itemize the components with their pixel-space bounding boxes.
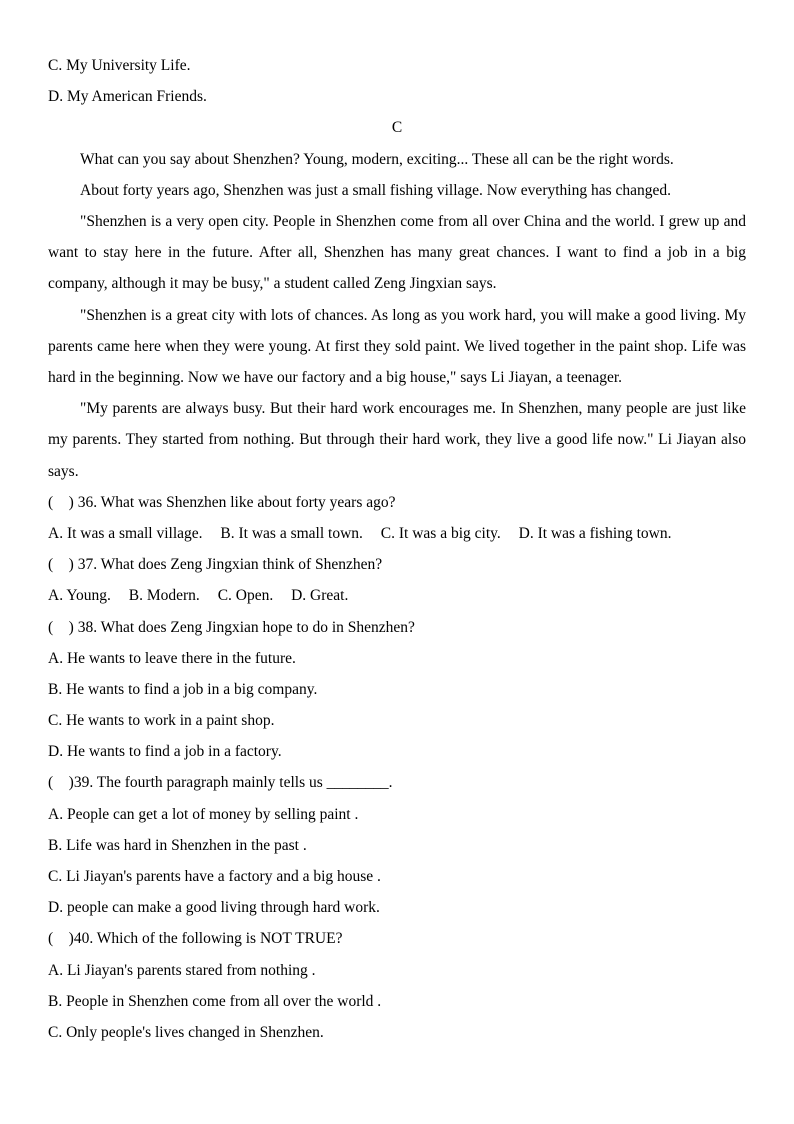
question-39-stem: ( )39. The fourth paragraph mainly tells us ________. — [48, 774, 393, 792]
question-40-stem: ( )40. Which of the following is NOT TRUE? — [48, 930, 343, 948]
question-37-options — [48, 580, 746, 611]
question-39-option-c: C. Li Jiayan's parents have a factory and a big house . — [48, 868, 381, 886]
question-40-option-a: A. Li Jiayan's parents stared from nothing . — [48, 961, 316, 979]
question-38-option-d: D. He wants to find a job in a factory. — [48, 743, 282, 761]
passage-paragraph-3: "Shenzhen is a very open city. People in Shenzhen come from all over China and the world. I grew up and want to stay here in the future. After all, Shenzhen has many great chances. I want to find a job in a big company, although it may be busy," a student called Zeng Jingxian says. — [48, 212, 746, 293]
question-37-stem: ( ) 37. What does Zeng Jingxian think of Shenzhen? — [48, 556, 383, 574]
question-37-option-b: B. Modern. — [128, 587, 200, 605]
question-36-option-a: A. It was a small village. — [48, 524, 203, 542]
question-38-option-b: B. He wants to find a job in a big company. — [48, 680, 318, 698]
question-39-option-b: B. Life was hard in Shenzhen in the past . — [48, 836, 307, 854]
previous-option-d: D. My American Friends. — [48, 88, 207, 106]
question-36-options — [48, 518, 746, 549]
question-40-option-b: B. People in Shenzhen come from all over the world . — [48, 992, 382, 1010]
section-label: C — [391, 119, 403, 137]
previous-option-c: C. My University Life. — [48, 57, 191, 74]
passage-paragraph-2: About forty years ago, Shenzhen was just a small fishing village. Now everything has changed. — [80, 181, 672, 199]
question-37-option-a: A. Young. — [48, 587, 111, 605]
question-38-option-c: C. He wants to work in a paint shop. — [48, 712, 275, 730]
question-36-option-d: D. It was a fishing town. — [518, 524, 672, 542]
question-36-option-b: B. It was a small town. — [220, 524, 363, 542]
question-36-option-c: C. It was a big city. — [380, 524, 501, 542]
question-37-option-c: C. Open. — [217, 587, 274, 605]
question-38-option-a: A. He wants to leave there in the future. — [48, 649, 296, 667]
passage-paragraph-4: "Shenzhen is a great city with lots of chances. As long as you work hard, you will make a good living. My parents came here when they were young. At first they sold paint. We lived together in the paint shop. Life was hard in the beginning. Now we have our factory and a big house," says Li Jiayan, a teenager. — [48, 306, 746, 386]
question-39-option-a: A. People can get a lot of money by selling paint . — [48, 805, 359, 823]
question-37-option-d: D. Great. — [291, 587, 349, 605]
question-39-option-d: D. people can make a good living through hard work. — [48, 899, 380, 917]
passage-paragraph-5: "My parents are always busy. But their hard work encourages me. In Shenzhen, many people are just like my parents. They started from nothing. But through their hard work, they live a good life now." Li Jiayan also says. — [48, 400, 746, 480]
document-page — [48, 50, 746, 1048]
question-36-stem: ( ) 36. What was Shenzhen like about forty years ago? — [48, 493, 396, 511]
question-38-stem: ( ) 38. What does Zeng Jingxian hope to do in Shenzhen? — [48, 618, 415, 636]
question-40-option-c: C. Only people's lives changed in Shenzhen. — [48, 1023, 324, 1041]
passage-paragraph-1: What can you say about Shenzhen? Young, modern, exciting... These all can be the right words. — [80, 150, 674, 168]
